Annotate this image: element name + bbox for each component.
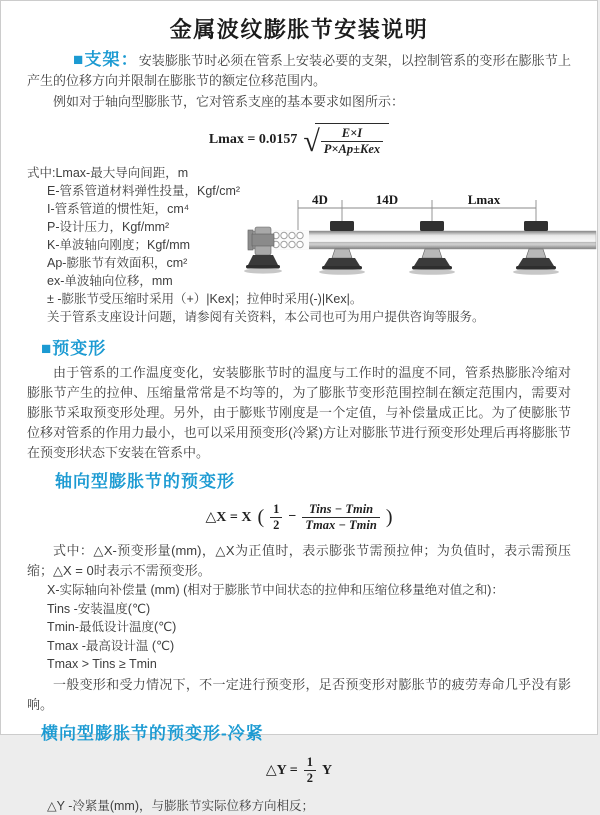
- lmax-formula: [27, 120, 571, 160]
- definition-item: I-管系管道的惯性矩，cm⁴: [47, 200, 571, 218]
- temp-frac-denominator: Tmax − Tmin: [302, 517, 379, 533]
- dim-label-lmax: Lmax: [468, 192, 501, 207]
- axial-explain-text: 式中：△X-预变形量(mm)，△X为正值时，表示膨张节需预拉伸；为负值时，表示需预压缩；△X = 0时表示不需预变形。: [27, 541, 571, 581]
- sqrt-radical-icon: √ $\frac{E\times I}{\text{P×Ap±Kex}}$: [303, 123, 389, 157]
- right-paren: ): [386, 506, 393, 529]
- half-numerator: 1: [270, 502, 282, 517]
- consult-note: 关于管系支座设计问题，请参阅有关资料，本公司也可为用户提供咨询等服务。: [47, 308, 571, 326]
- support-section-heading: ■支架：: [73, 50, 139, 69]
- support-spacing-diagram: [244, 192, 596, 288]
- plus-minus-note: ± -膨胀节受压缩时采用（+）|Kex|；拉伸时采用(-)|Kex|。: [47, 290, 571, 308]
- bellows-icon: [271, 231, 309, 250]
- minus-operator: −: [288, 509, 296, 525]
- definition-item: E-管系管道材料弹性投量，Kgf/cm²: [47, 182, 571, 200]
- definition-item: ex-单波轴向位移，mm: [47, 272, 571, 290]
- deltay-formula: [27, 755, 571, 787]
- formula-lhs: Lmax = 0.0157: [209, 132, 297, 148]
- preform-section-heading: ■预变形: [41, 338, 571, 360]
- support-intro-paragraph: [27, 50, 571, 91]
- preform-paragraph: 由于管系的工作温度变化，安装膨胀节时的温度与工作时的温度不同，管系热膨胀冷缩对膨胀节产生的拉伸、压缩量常常是不均等的，为了膨胀节变形范围控制在额定范围内，需要对膨胀节采取预变形处理。另外，由于膨账节刚度是一个定值，与补偿量成正比。为了使膨胀节位移对管系的作用力最小，也可以采用预变形(冷紧)方让对膨胀节进行预变形处理后再将膨胀节在预变形状态下安装在管系中。: [27, 363, 571, 463]
- temp-definition: Tmin-最低设计温度(℃): [47, 618, 571, 637]
- deltay-formula-lhs: △Y =: [266, 762, 298, 779]
- dim-label-14d: 14D: [376, 192, 398, 207]
- formula-denominator: P×Ap±Kex: [321, 141, 383, 157]
- support-intro-text: 安装膨胀节时必须在管系上安装必要的支架，以控制管系的变形在膨胀节上产生的位移方向并限制在膨胀节的额定位移范围内。: [27, 53, 571, 88]
- support-example-text: 例如对于轴向型膨胀节，它对管系支座的基本要求如图所示：: [27, 92, 571, 112]
- dim-label-4d: 4D: [312, 192, 328, 207]
- deltax-formula: [27, 499, 571, 535]
- temp-definition: Tmax -最高设计温 (℃): [47, 637, 571, 656]
- deltax-formula-lhs: △X = X: [205, 509, 251, 526]
- definition-item: P-设计压力，Kgf/mm²: [47, 218, 571, 236]
- axial-subsection-heading: 轴向型膨胀节的预变形: [55, 471, 571, 493]
- half-denominator: 2: [304, 770, 316, 786]
- definition-item: K-单波轴向刚度；Kgf/mm: [47, 236, 571, 254]
- definitions-lead: 式中:Lmax-最大导向间距，m: [27, 164, 571, 182]
- lateral-subsection-heading: 横向型膨胀节的预变形-冷紧: [41, 723, 571, 745]
- lateral-note: △Y -冷紧量(mm)，与膨胀节实际位移方向相反；: [47, 797, 571, 815]
- page-title: 金属波纹膨胀节安装说明: [27, 13, 571, 44]
- half-denominator: 2: [270, 517, 282, 533]
- axial-note: 一般变形和受力情况下，不一定进行预变形，足否预变形对膨胀节的疲劳寿命几乎没有影响。: [27, 675, 571, 715]
- deltay-formula-rhs: Y: [322, 763, 332, 779]
- definition-item: Ap-膨胀节有效面积，cm²: [47, 254, 571, 272]
- half-numerator: 1: [304, 755, 316, 770]
- temp-definition: Tins -安装温度(℃): [47, 600, 571, 619]
- temp-definition: Tmax > Tins ≥ Tmin: [47, 655, 571, 674]
- left-paren: (: [257, 506, 264, 529]
- formula-numerator: E×I: [339, 126, 365, 141]
- axial-x-definition: X-实际轴向补偿量 (mm) (相对于膨胀节中间状态的拉伸和压缩位移量绝对值之和)：: [47, 581, 571, 600]
- temp-frac-numerator: Tins − Tmin: [306, 502, 376, 517]
